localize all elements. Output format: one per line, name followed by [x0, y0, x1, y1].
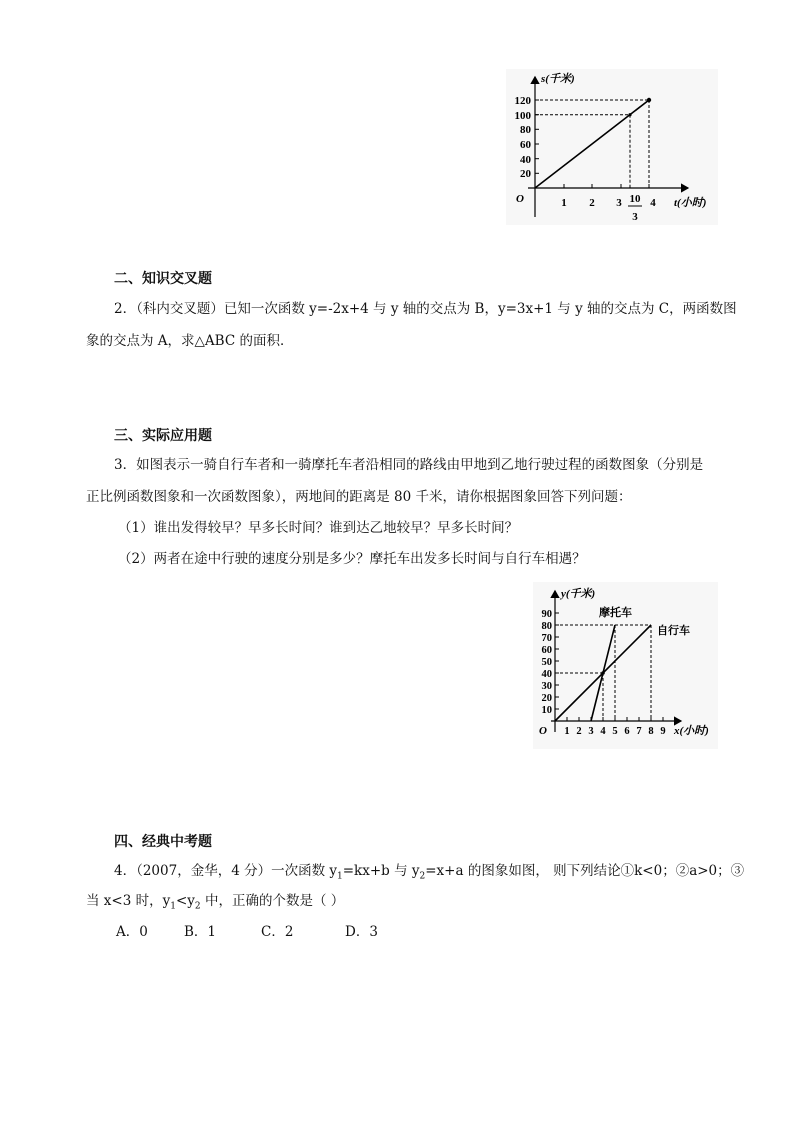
series-line [535, 100, 649, 188]
y-tick-label: 90 [541, 609, 552, 620]
origin-label: O [539, 725, 547, 737]
motorcycle-label: 摩托车 [599, 607, 632, 619]
x-tick-label: 4 [600, 726, 606, 737]
x-tick-label: 9 [660, 726, 666, 737]
y-tick-label: 20 [520, 168, 531, 180]
option-d: D．3 [345, 924, 378, 940]
y-axis-label: y(千米) [561, 588, 596, 600]
section-heading: 三、实际应用题 [114, 428, 212, 444]
section-heading: 四、经典中考题 [114, 834, 212, 850]
y-tick-label: 40 [520, 154, 531, 166]
problem-2-line-1: 2．（科内交叉题）已知一次函数 y=-2x+4 与 y 轴的交点为 B，y=3x+1 与 y 轴的交点为 C，两函数图 [114, 301, 737, 317]
point-100 [628, 113, 631, 116]
y-tick-label: 60 [520, 139, 531, 151]
problem-4-line-1: 4．（2007，金华，4 分）一次函数 $y_1=kx+b$ 与 $y_2=x+a$ 的图象如图， 则下列结论①k<0；②a>0；③ [114, 863, 745, 882]
x-tick-label: 4 [650, 197, 656, 209]
bicycle-motorcycle-graph [533, 582, 718, 749]
y-tick-label: 80 [520, 124, 531, 136]
y-tick-label: 20 [541, 693, 552, 704]
option-b: B．1 [184, 924, 217, 940]
x-tick-label: 6 [624, 726, 630, 737]
x-tick-label: 2 [576, 726, 582, 737]
x-tick-label: 8 [648, 726, 654, 737]
answer-options [116, 921, 378, 943]
problem-3-question-1: （1）谁出发得较早？早多长时间？谁到达乙地较早？早多长时间？ [118, 520, 519, 536]
y-tick-label: 80 [541, 621, 552, 632]
point-120 [647, 98, 651, 102]
problem-2-line-2: 象的交点为 A，求△ABC 的面积． [86, 333, 294, 349]
x-tick-label: 7 [636, 726, 642, 737]
x-tick-label: 1 [564, 726, 570, 737]
origin-label: O [516, 193, 524, 205]
y-tick-label: 40 [541, 669, 552, 680]
y-tick-label: 100 [514, 110, 531, 122]
x-tick-label: 2 [589, 197, 595, 209]
meeting-point [601, 671, 605, 675]
x-tick-label: 3 [588, 726, 594, 737]
fraction-denominator: 3 [632, 211, 638, 223]
problem-3-question-2: （2）两者在途中行驶的速度分别是多少？摩托车出发多长时间与自行车相遇？ [118, 551, 586, 567]
y-tick-label: 30 [541, 681, 552, 692]
y-tick-label: 10 [541, 705, 552, 716]
y-axis-label: s(千米) [541, 73, 575, 85]
x-axis-label: t(小时) [674, 197, 707, 209]
fraction-numerator: 10 [629, 193, 641, 205]
bicycle-label: 自行车 [657, 625, 690, 637]
option-a: A．0 [116, 924, 148, 940]
option-c: C．2 [261, 924, 294, 940]
problem-3-line-1: 3．如图表示一骑自行车者和一骑摩托车者沿相同的路线由甲地到乙地行驶过程的函数图象（分别是 [114, 457, 704, 473]
problem-3-line-2: 正比例函数图象和一次函数图象），两地间的距离是 80 千米，请你根据图象回答下列问题： [86, 489, 632, 505]
x-tick-label: 3 [616, 197, 622, 209]
x-tick-label: 1 [561, 197, 567, 209]
y-tick-label: 50 [541, 657, 552, 668]
section-heading: 二、知识交叉题 [114, 271, 212, 287]
y-tick-label: 120 [514, 95, 531, 107]
distance-time-graph [506, 69, 718, 225]
x-axis-label: x(小时) [674, 725, 709, 737]
problem-4-line-2: 当 x<3 时，$y_1<y_2$ 中，正确的个数是（ ） [86, 893, 345, 912]
x-tick-label: 5 [612, 726, 618, 737]
y-tick-label: 70 [541, 633, 552, 644]
y-tick-label: 60 [541, 645, 552, 656]
